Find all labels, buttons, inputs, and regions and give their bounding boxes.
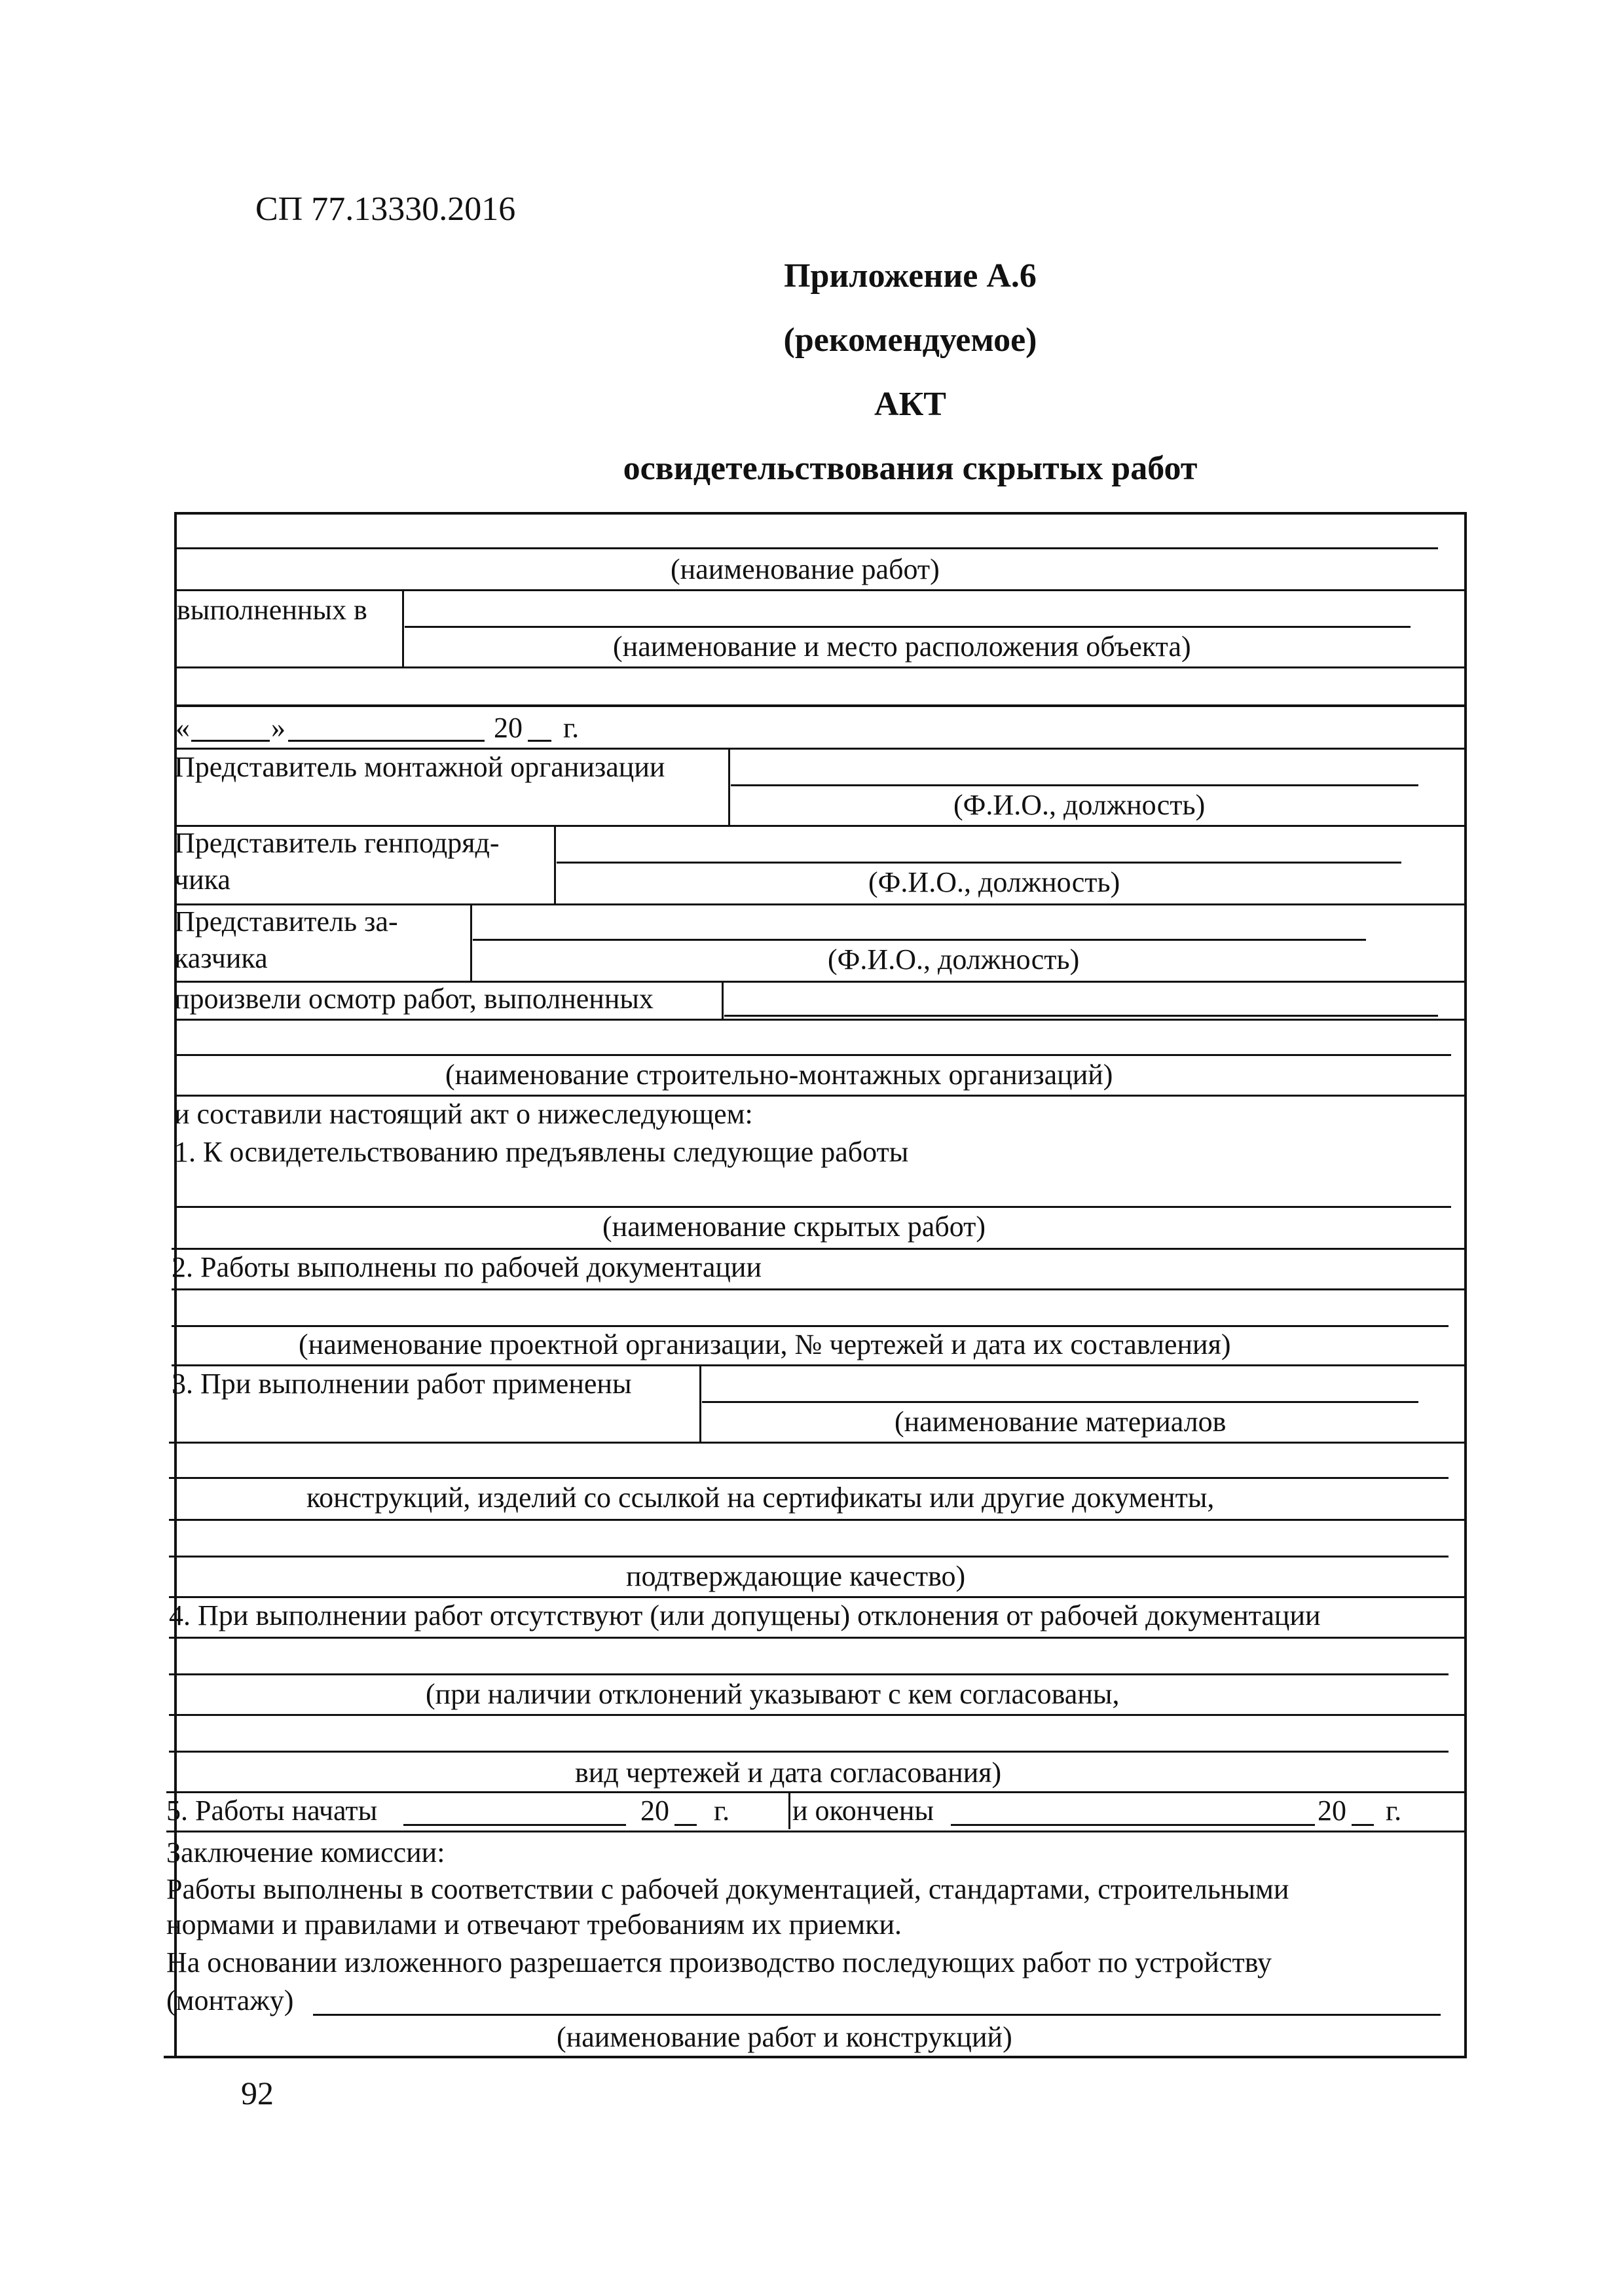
item-4-field-1[interactable]	[169, 1673, 1449, 1675]
form-bottom-border	[164, 2056, 1467, 2058]
item-4-text: 4. При выполнении работ отсутствуют (или допущены) отклонения от рабочей документации	[169, 1599, 1321, 1631]
item-2-text: 2. Работы выполнены по рабочей документации	[172, 1251, 762, 1283]
item-3-text: 3. При выполнении работ применены	[172, 1368, 632, 1400]
row-divider	[174, 1095, 1464, 1097]
row-divider	[172, 1364, 1464, 1366]
item-4-caption-2: вид чертежей и дата согласования)	[575, 1757, 1002, 1789]
form-right-border	[1464, 512, 1467, 2057]
row-divider	[174, 1019, 1464, 1021]
item-5-end-date-field[interactable]	[951, 1824, 1315, 1826]
inspected-label: произвели осмотр работ, выполненных	[174, 983, 654, 1015]
item-5-started-label: 5. Работы начаты	[166, 1795, 378, 1827]
customer-rep-label-1: Представитель за-	[174, 905, 398, 938]
act-intro-text: и составили настоящий акт о нижеследующем:	[174, 1098, 753, 1130]
item-3-caption-1: (наименование материалов	[895, 1406, 1227, 1438]
row-divider	[172, 1248, 1464, 1250]
form-top-border	[174, 512, 1467, 515]
row-divider	[177, 666, 1464, 668]
contractor-rep-label-2: чика	[174, 864, 231, 896]
row-divider	[177, 589, 1464, 591]
contractor-rep-label-1: Представитель генподряд-	[174, 827, 500, 859]
item-4-caption-1: (при наличии отклонений указывают с кем согласованы,	[426, 1678, 1120, 1710]
appendix-status: (рекомендуемое)	[783, 321, 1037, 359]
work-name-line[interactable]	[177, 547, 1438, 549]
appendix-title: Приложение А.6	[784, 257, 1037, 295]
item-3-field-2[interactable]	[169, 1477, 1449, 1479]
date-open-quote: «	[175, 712, 190, 744]
item-5-year-1: 20	[640, 1795, 669, 1827]
orgs-line[interactable]	[174, 1054, 1451, 1056]
customer-rep-field[interactable]	[473, 939, 1366, 941]
installer-fio-caption: (Ф.И.О., должность)	[953, 789, 1206, 821]
cell-divider	[788, 1791, 790, 1829]
cell-divider	[554, 825, 556, 903]
item-5-g-2: г.	[1386, 1795, 1402, 1827]
cell-divider	[728, 748, 730, 825]
conclusion-line-2: нормами и правилами и отвечают требованиям их приемки.	[166, 1908, 902, 1941]
row-divider	[169, 1442, 1464, 1444]
customer-rep-label-2: казчика	[174, 942, 268, 974]
item-5-end-year-field[interactable]	[1352, 1824, 1374, 1826]
item-1-text: 1. К освидетельствованию предъявлены следующие работы	[174, 1136, 909, 1168]
orgs-caption: (наименование строительно-монтажных организаций)	[445, 1059, 1113, 1091]
date-year-field[interactable]	[528, 740, 551, 742]
item-5-finished-label: и окончены	[792, 1795, 934, 1827]
row-divider	[169, 1519, 1464, 1521]
object-line[interactable]	[405, 626, 1411, 628]
document-subject: освидетельствования скрытых работ	[623, 450, 1198, 487]
performed-at-label: выполненных в	[177, 594, 367, 626]
item-3-field-3[interactable]	[169, 1556, 1449, 1558]
work-name-caption: (наименование работ)	[671, 553, 940, 585]
document-type: АКТ	[874, 386, 946, 423]
object-caption: (наименование и место расположения объекта)	[613, 630, 1191, 663]
row-divider	[177, 704, 1464, 707]
contractor-fio-caption: (Ф.И.О., должность)	[868, 866, 1120, 898]
row-divider	[166, 1791, 1464, 1793]
item-5-start-year-field[interactable]	[674, 1824, 697, 1826]
row-divider	[169, 1714, 1464, 1716]
date-year-prefix: 20	[494, 712, 523, 744]
row-divider	[172, 1288, 1464, 1290]
item-5-year-2: 20	[1318, 1795, 1346, 1827]
row-divider	[166, 1831, 1464, 1832]
page-number: 92	[241, 2075, 274, 2111]
next-works-field[interactable]	[313, 2014, 1441, 2016]
cell-divider	[699, 1364, 701, 1442]
installer-rep-label: Представитель монтажной организации	[174, 751, 665, 783]
item-2-caption: (наименование проектной организации, № чертежей и дата их составления)	[299, 1328, 1231, 1360]
row-divider	[169, 1596, 1464, 1598]
date-year-suffix: г.	[563, 712, 580, 744]
cell-divider	[402, 589, 404, 666]
item-5-g-1: г.	[714, 1795, 730, 1827]
item-2-field[interactable]	[172, 1325, 1449, 1327]
item-3-caption-2: конструкций, изделий со ссылкой на сертификаты или другие документы,	[306, 1482, 1215, 1514]
item-1-field[interactable]	[174, 1206, 1451, 1208]
installer-rep-field[interactable]	[731, 784, 1418, 786]
item-3-field[interactable]	[702, 1401, 1418, 1403]
conclusion-title: Заключение комиссии:	[166, 1836, 445, 1868]
date-close-quote: »	[271, 712, 286, 744]
customer-fio-caption: (Ф.И.О., должность)	[828, 943, 1080, 975]
inspected-field[interactable]	[724, 1015, 1438, 1017]
item-4-field-2[interactable]	[169, 1751, 1449, 1753]
item-3-caption-3: подтверждающие качество)	[626, 1560, 966, 1592]
row-divider	[174, 748, 1464, 750]
cell-divider	[470, 903, 472, 981]
contractor-rep-field[interactable]	[557, 862, 1401, 864]
document-code: СП 77.13330.2016	[255, 191, 516, 228]
cell-divider	[722, 981, 724, 1019]
item-1-caption: (наименование скрытых работ)	[602, 1211, 986, 1243]
conclusion-line-3: На основании изложенного разрешается производство последующих работ по устройству	[166, 1946, 1272, 1978]
conclusion-line-4: (монтажу)	[166, 1984, 294, 2016]
final-caption: (наименование работ и конструкций)	[557, 2021, 1012, 2053]
conclusion-line-1: Работы выполнены в соответствии с рабочей документацией, стандартами, строительными	[166, 1873, 1289, 1905]
date-month-field[interactable]	[288, 740, 485, 742]
row-divider	[169, 1637, 1464, 1639]
date-day-field[interactable]	[191, 740, 270, 742]
item-5-start-date-field[interactable]	[403, 1824, 626, 1826]
